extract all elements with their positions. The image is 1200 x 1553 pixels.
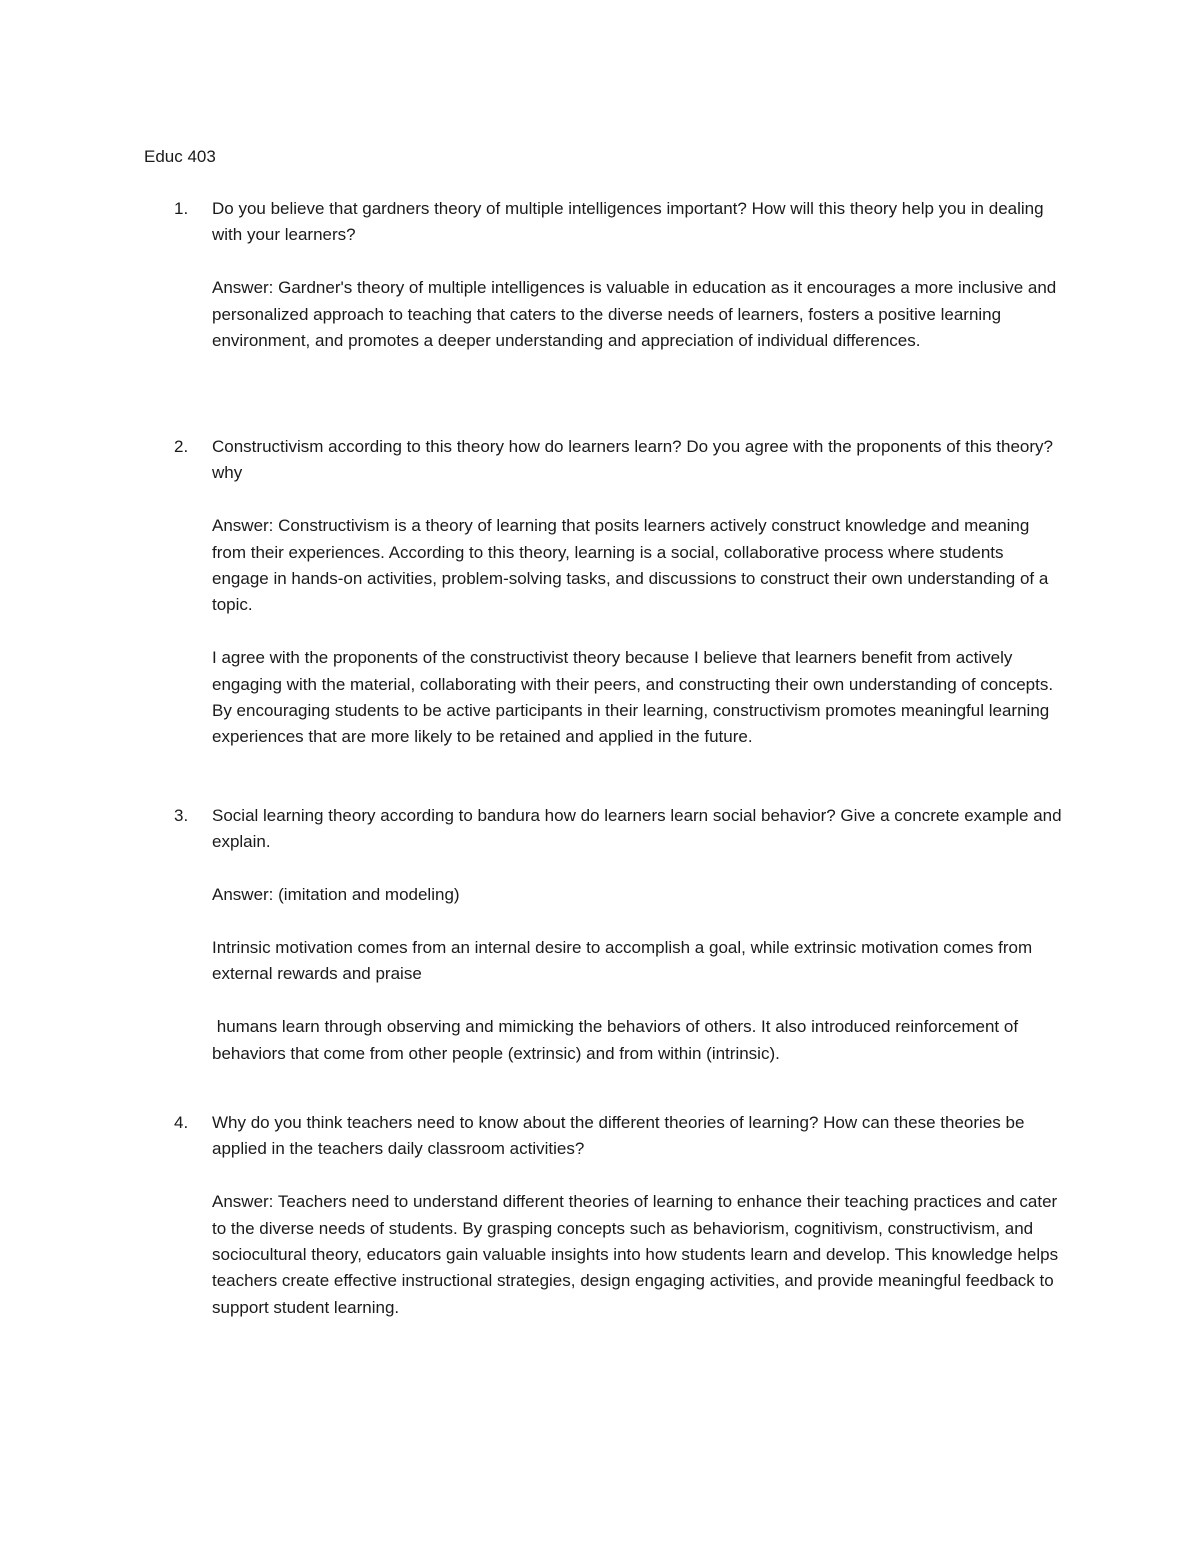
question-item-1 — [144, 196, 1064, 354]
answer-paragraph: humans learn through observing and mimicking the behaviors of others. It also introduced reinforcement of behaviors that come from other people (extrinsic) and from within (intrinsic). — [212, 1017, 1023, 1063]
question-number: 3. — [174, 806, 189, 825]
course-title: Educ 403 — [144, 147, 216, 166]
question-text: Why do you think teachers need to know about the different theories of learning? How can these theories be applied in the teachers daily classroom activities? — [212, 1113, 1025, 1159]
question-item-3 — [144, 803, 1064, 1067]
question-number: 2. — [174, 437, 189, 456]
answer-paragraph: Answer: Teachers need to understand different theories of learning to enhance their teaching practices and cater to the diverse needs of students. By grasping concepts such as behaviorism, cognitivism, constructivism, and sociocultural theory, educators gain valuable insights into how students learn and develop. This knowledge helps teachers create effective instructional strategies, design engaging activities, and provide meaningful feedback to support student learning. — [212, 1192, 1059, 1317]
question-text: Social learning theory according to bandura how do learners learn social behavior? Give a concrete example and explain. — [212, 806, 1062, 852]
question-number: 1. — [174, 199, 189, 218]
answer-paragraph: Answer: Constructivism is a theory of learning that posits learners actively construct knowledge and meaning from their experiences. According to this theory, learning is a social, collaborative process where students engage in hands-on activities, problem-solving tasks, and discussions to construct their own understanding of a topic. — [212, 516, 1049, 615]
answer-paragraph: Intrinsic motivation comes from an internal desire to accomplish a goal, while extrinsic motivation comes from external rewards and praise — [212, 938, 1033, 984]
question-text: Constructivism according to this theory how do learners learn? Do you agree with the proponents of this theory? why — [212, 437, 1054, 483]
question-text: Do you believe that gardners theory of multiple intelligences important? How will this theory help you in dealing with your learners? — [212, 199, 1044, 245]
question-item-2 — [144, 434, 1064, 751]
question-number: 4. — [174, 1113, 189, 1132]
answer-paragraph: Answer: (imitation and modeling) — [212, 885, 460, 905]
answer-paragraph: I agree with the proponents of the constructivist theory because I believe that learners benefit from actively engaging with the material, collaborating with their peers, and constructing their own understanding of concepts. By encouraging students to be active participants in their learning, constructivism promotes meaningful learning experiences that are more likely to be retained and applied in the future. — [212, 648, 1054, 747]
question-item-4 — [144, 1110, 1064, 1321]
answer-paragraph: Answer: Gardner's theory of multiple intelligences is valuable in education as it encourages a more inclusive and personalized approach to teaching that caters to the diverse needs of learners, fosters a positive learning environment, and promotes a deeper understanding and appreciation of individual differences. — [212, 278, 1057, 351]
